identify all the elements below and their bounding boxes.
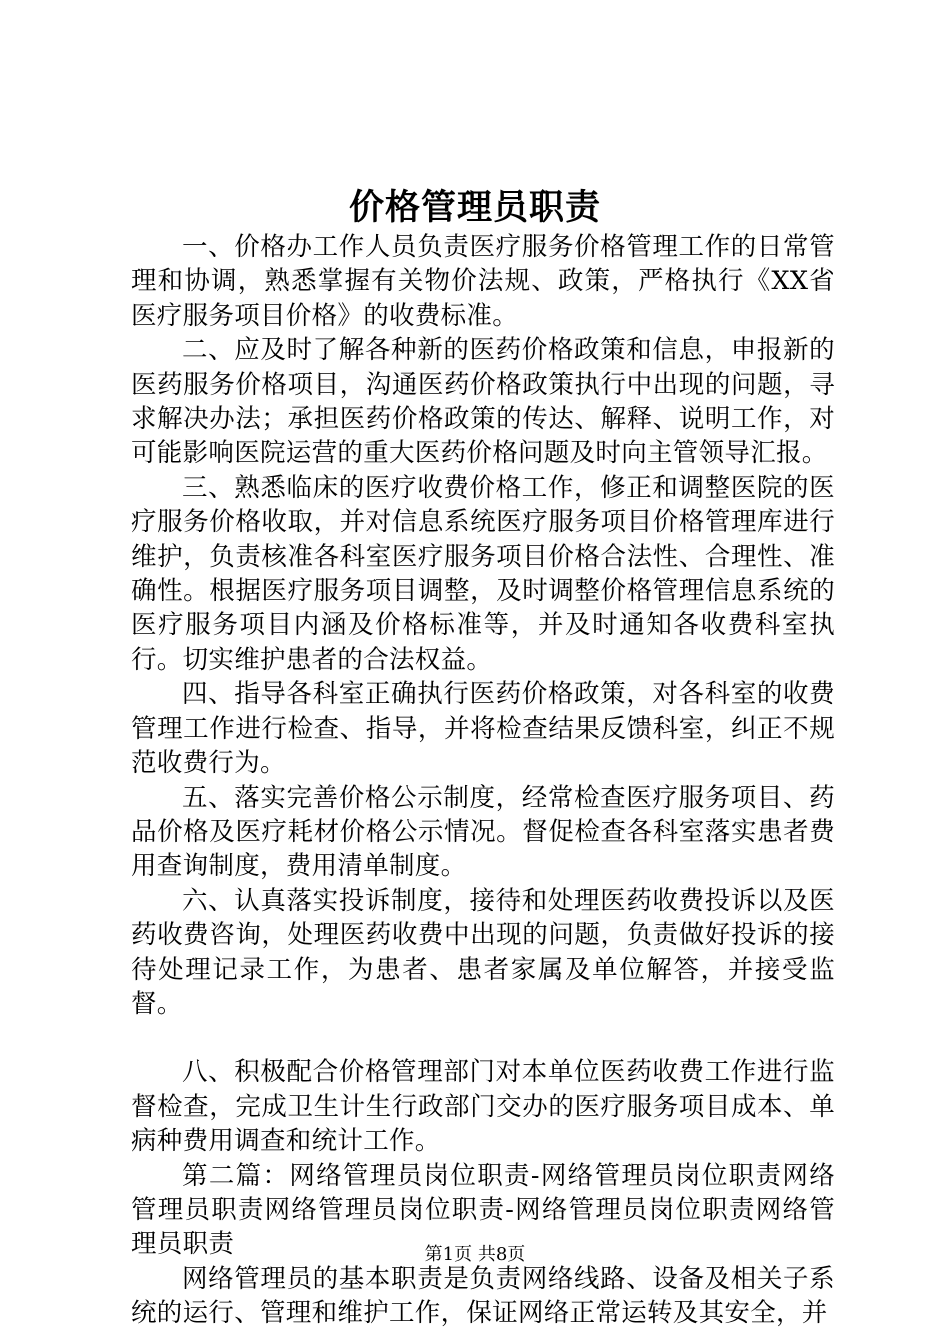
paragraph-1: 一、价格办工作人员负责医疗服务价格管理工作的日常管理和协调，熟悉掌握有关物价法规、政策，严格执行《XX省医疗服务项目价格》的收费标准。 bbox=[131, 232, 835, 331]
paragraph-6: 六、认真落实投诉制度，接待和处理医药收费投诉以及医药收费咨询，处理医药收费中出现的问题，负责做好投诉的接待处理记录工作，为患者、患者家属及单位解答，并接受监督。 bbox=[131, 885, 835, 1019]
paragraph-5: 五、落实完善价格公示制度，经常检查医疗服务项目、药品价格及医疗耗材价格公示情况。督促检查各科室落实患者费用查询制度，费用清单制度。 bbox=[131, 782, 835, 882]
paragraph-network-admin: 网络管理员的基本职责是负责网络线路、设备及相关子系统的运行、管理和维护工作，保证网络正常运转及其安全，并 bbox=[131, 1263, 835, 1329]
document-title: 价格管理员职责 bbox=[348, 187, 601, 228]
paragraph-2: 二、应及时了解各种新的医药价格政策和信息，申报新的医药服务价格项目，沟通医药价格政策执行中出现的问题，寻求解决办法；承担医药价格政策的传达、解释、说明工作，对可能影响医院运营的重大医药价格问题及时向主管领导汇报。 bbox=[131, 335, 835, 469]
document-body bbox=[131, 230, 835, 1331]
section-heading-part-2: 第二篇：网络管理员岗位职责-网络管理员岗位职责网络管理员职责网络管理员岗位职责-网络管理员岗位职责网络管理员职责 bbox=[131, 1160, 835, 1260]
page-footer: 第1页 共8页 bbox=[424, 1244, 526, 1265]
paragraph-3: 三、熟悉临床的医疗收费价格工作，修正和调整医院的医疗服务价格收取，并对信息系统医疗服务项目价格管理库进行维护，负责核准各科室医疗服务项目价格合法性、合理性、准确性。根据医疗服务项目调整，及时调整价格管理信息系统的医疗服务项目内涵及价格标准等，并及时通知各收费科室执行。切实维护患者的合法权益。 bbox=[131, 472, 835, 675]
paragraph-8: 八、积极配合价格管理部门对本单位医药收费工作进行监督检查，完成卫生计生行政部门交办的医疗服务项目成本、单病种费用调查和统计工作。 bbox=[131, 1057, 835, 1157]
paragraph-4: 四、指导各科室正确执行医药价格政策，对各科室的收费管理工作进行检查、指导，并将检查结果反馈科室，纠正不规范收费行为。 bbox=[131, 679, 835, 779]
